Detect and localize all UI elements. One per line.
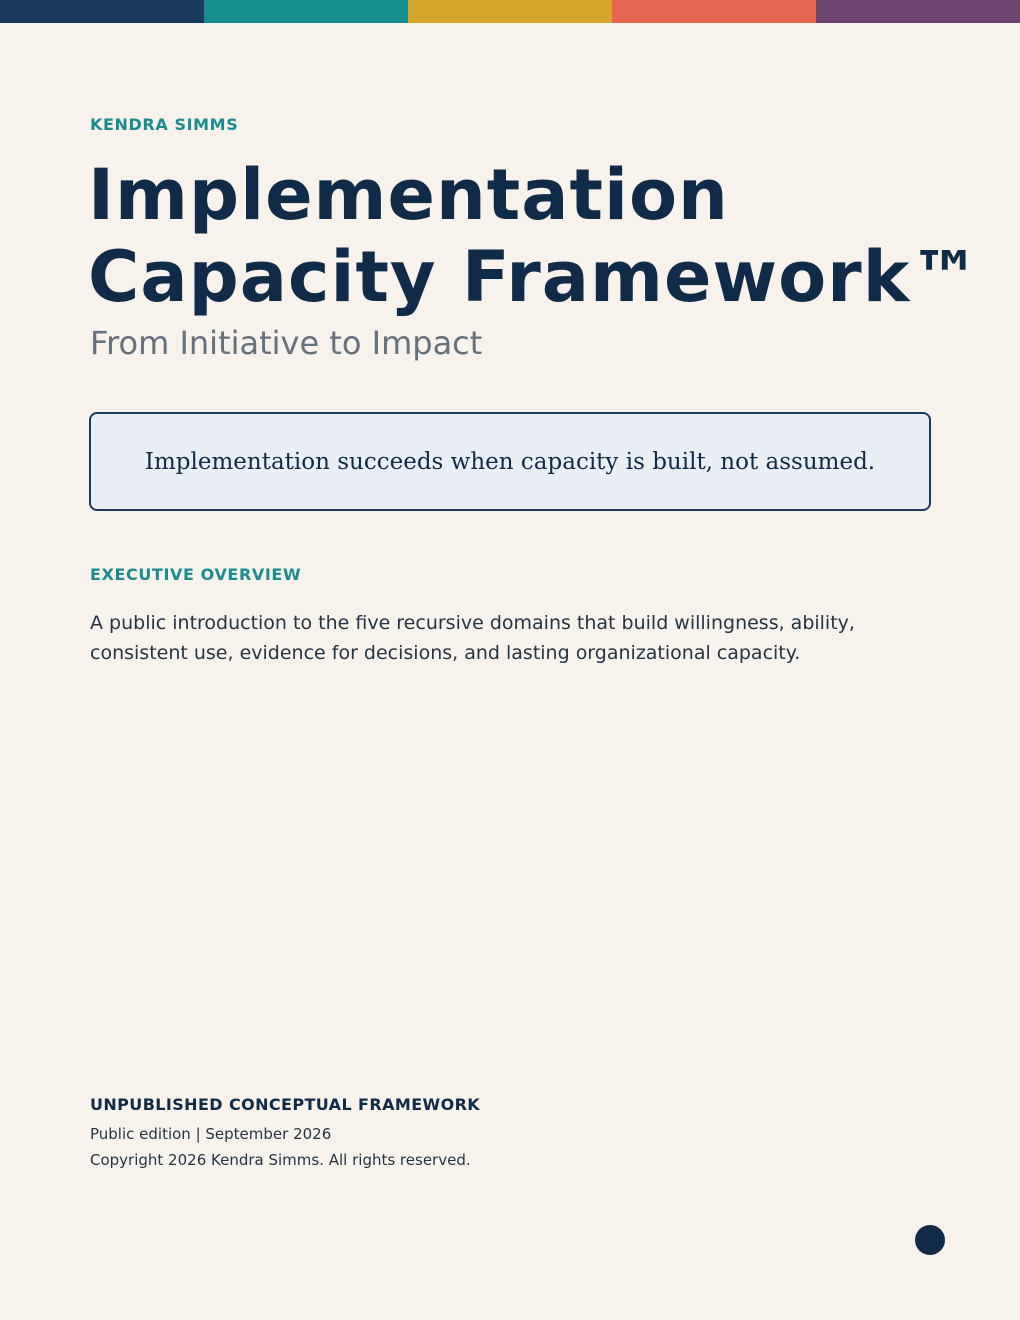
title-line-2: Capacity Framework™ xyxy=(88,236,982,318)
page-marker-dot xyxy=(915,1225,945,1255)
title-line-1: Implementation xyxy=(88,154,729,236)
document-subtitle: From Initiative to Impact xyxy=(90,324,483,362)
edition-line: Public edition | September 2026 xyxy=(90,1125,332,1143)
document-title xyxy=(88,154,988,318)
callout-box xyxy=(89,412,931,511)
color-stripe-bar xyxy=(0,0,1020,23)
executive-overview-heading: EXECUTIVE OVERVIEW xyxy=(90,565,302,584)
stripe-segment-navy xyxy=(0,0,204,23)
callout-text: Implementation succeeds when capacity is built, not assumed. xyxy=(144,448,876,475)
stripe-segment-plum xyxy=(816,0,1020,23)
stripe-segment-teal xyxy=(204,0,408,23)
framework-status: UNPUBLISHED CONCEPTUAL FRAMEWORK xyxy=(90,1095,481,1114)
copyright-line: Copyright 2026 Kendra Simms. All rights reserved. xyxy=(90,1151,471,1169)
author-name: KENDRA SIMMS xyxy=(90,115,239,134)
executive-overview-body: A public introduction to the five recursive domains that build willingness, ability, consistent use, evidence for decisions, and lasting organizational capacity. xyxy=(90,612,855,664)
stripe-segment-gold xyxy=(408,0,612,23)
stripe-segment-coral xyxy=(612,0,816,23)
